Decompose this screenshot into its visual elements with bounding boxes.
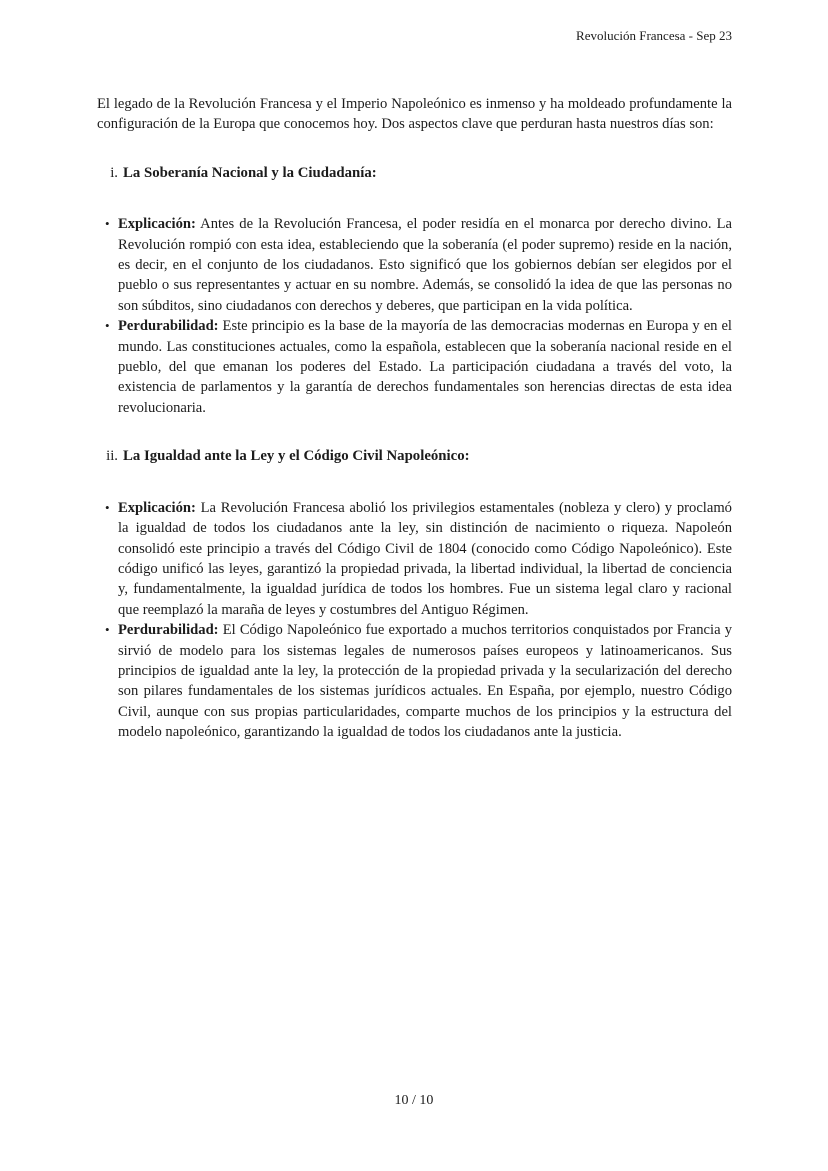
section-2-title: La Igualdad ante la Ley y el Código Civil Napoleónico: [123, 448, 470, 465]
section-1-title: La Soberanía Nacional y la Ciudadanía: [123, 164, 377, 181]
page-number: 10 / 10 [394, 1093, 434, 1108]
intro-paragraph: El legado de la Revolución Francesa y el Imperio Napoleónico es inmenso y ha moldeado profundamente la configuración de la Europa que conocemos hoy. Dos aspectos clave que perduran hasta nuestros días son: [97, 96, 732, 133]
section-heading-2 [97, 446, 732, 466]
section-1-marker: i. [110, 164, 118, 181]
item-label: Perdurabilidad: [118, 622, 219, 639]
section-heading-1 [97, 163, 732, 183]
item-label: Perdurabilidad: [118, 318, 219, 335]
list-item [97, 214, 732, 316]
bullet-icon: • [105, 499, 110, 515]
bullet-icon: • [105, 622, 110, 638]
item-text: El Código Napoleónico fue exportado a muchos territorios conquistados por Francia y sirvió de modelo para los sistemas legales de numerosos países europeos y latinoamericanos. Sus principios de igualdad ante la ley, la protección de la propiedad privada y la secularización del derecho son pilares fundamentales de los sistemas jurídicos actuales. En España, por ejemplo, nuestro Código Civil, aunque con sus propias particularidades, comparte muchos de los principios y la estructura del modelo napoleónico, garantizando la igualdad de todos los ciudadanos ante la justicia. [118, 622, 732, 741]
item-text: La Revolución Francesa abolió los privilegios estamentales (nobleza y clero) y proclamó la igualdad de todos los ciudadanos ante la ley, sin distinción de nacimiento o riqueza. Napoleón consolidó este principio a través del Código Civil de 1804 (conocido como Código Napoleónico). Este código unificó las leyes, garantizó la propiedad privada, la libertad individual, la libertad de conciencia y, fundamentalmente, la igualdad jurídica de todos los hombres. Fue un sistema legal claro y racional que reemplazó la maraña de leyes y costumbres del Antiguo Régimen. [118, 499, 732, 618]
list-item [97, 498, 732, 620]
item-label: Explicación: [118, 499, 196, 516]
section-2-marker: ii. [106, 448, 118, 465]
bullet-icon: • [105, 216, 110, 232]
bullet-icon: • [105, 318, 110, 334]
section-1-list [97, 214, 732, 418]
page-header: Revolución Francesa - Sep 23 [576, 28, 732, 43]
list-item [97, 316, 732, 418]
section-2-list [97, 498, 732, 743]
list-item [97, 620, 732, 742]
item-label: Explicación: [118, 216, 196, 233]
item-text: Este principio es la base de la mayoría de las democracias modernas en Europa y en el mundo. Las constituciones actuales, como la española, establecen que la soberanía nacional reside en el pueblo, del que emanan los poderes del Estado. La participación ciudadana a través del voto, la existencia de parlamentos y la garantía de derechos fundamentales son herencias directas de esta idea revolucionaria. [118, 318, 732, 416]
item-text: Antes de la Revolución Francesa, el poder residía en el monarca por derecho divino. La Revolución rompió con esta idea, estableciendo que la soberanía (el poder supremo) reside en la nación, es decir, en el conjunto de los ciudadanos. Esto significó que los gobiernos debían ser elegidos por el pueblo o sus representantes y actuar en su nombre. Además, se consolidó la idea de que las personas no son súbditos, sino ciudadanos con derechos y deberes, que participan en la vida política. [118, 216, 733, 314]
